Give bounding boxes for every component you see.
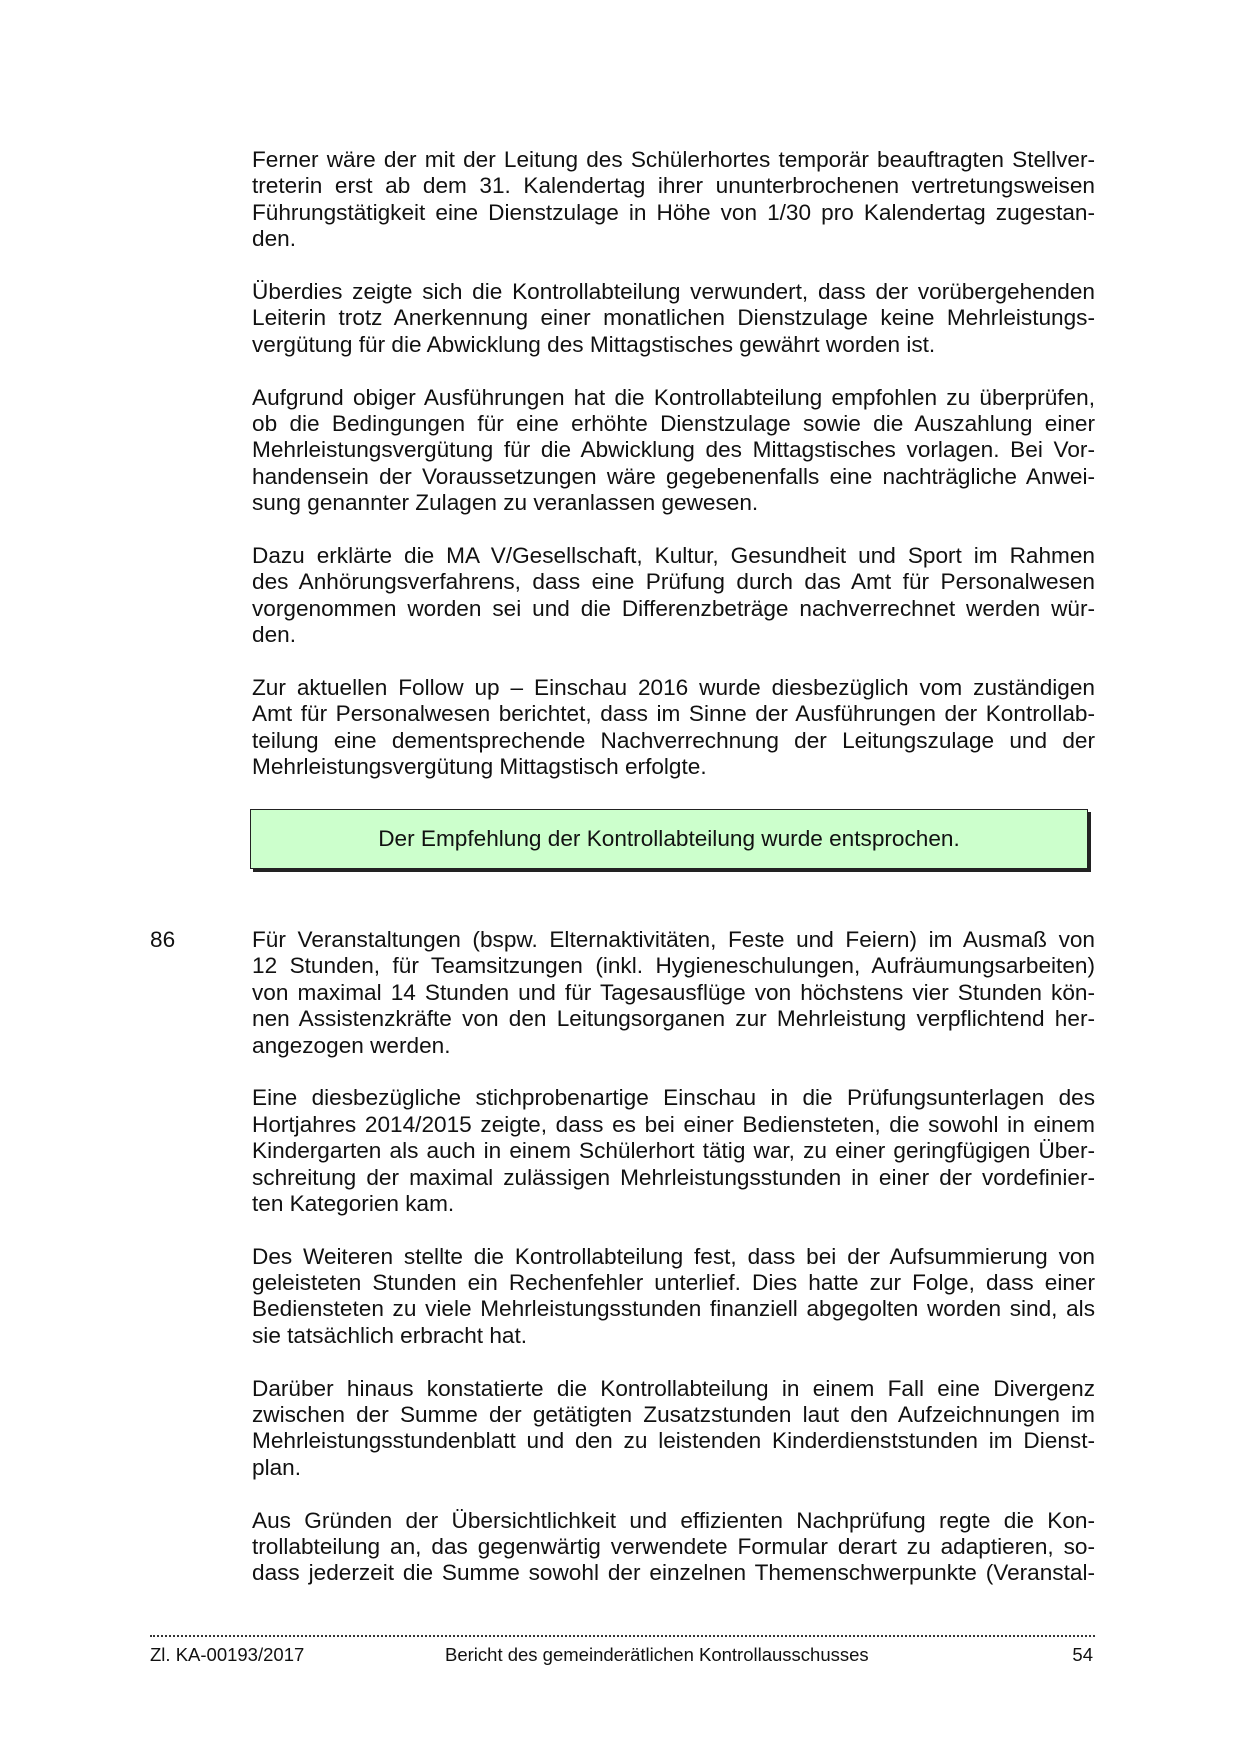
paragraph-line: 12 Stunden, für Teamsitzungen (inkl. Hygieneschulungen, Aufräumungsarbeiten) bbox=[252, 953, 1095, 979]
section-number: 86 bbox=[150, 927, 176, 952]
paragraph-line: geleisteten Stunden ein Rechenfehler unterlief. Dies hatte zur Folge, dass einer bbox=[252, 1270, 1095, 1296]
paragraph-line: Hortjahres 2014/2015 zeigte, dass es bei einer Bediensteten, die sowohl in einem bbox=[252, 1111, 1095, 1137]
paragraph bbox=[252, 279, 1095, 358]
recommendation-status-text: Der Empfehlung der Kontrollabteilung wurde entsprochen. bbox=[378, 825, 960, 851]
paragraph-line: sie tatsächlich erbracht hat. bbox=[252, 1322, 528, 1348]
paragraph-line: teilung eine dementsprechende Nachverrechnung der Leitungszulage und der bbox=[252, 727, 1095, 753]
paragraph-line: Amt für Personalwesen berichtet, dass im Sinne der Ausführungen der Kontrollab- bbox=[252, 701, 1095, 727]
text-section-continuation bbox=[252, 147, 1095, 807]
paragraph-line: ten Kategorien kam. bbox=[252, 1190, 455, 1216]
paragraph-line: ob die Bedingungen für eine erhöhte Dienstzulage sowie die Auszahlung einer bbox=[252, 410, 1095, 436]
paragraph-line: Aufgrund obiger Ausführungen hat die Kontrollabteilung empfohlen zu überprüfen, bbox=[252, 384, 1095, 410]
paragraph-line: trollabteilung an, das gegenwärtig verwendete Formular derart zu adaptieren, so- bbox=[252, 1533, 1095, 1559]
paragraph-line: Führungstätigkeit eine Dienstzulage in Höhe von 1/30 pro Kalendertag zugestan- bbox=[252, 199, 1095, 225]
paragraph-line: Kindergarten als auch in einem Schülerhort tätig war, zu einer geringfügigen Über- bbox=[252, 1138, 1095, 1164]
paragraph-line: den. bbox=[252, 226, 296, 252]
paragraph-line: Eine diesbezügliche stichprobenartige Einschau in die Prüfungsunterlagen des bbox=[252, 1085, 1095, 1111]
paragraph-line: Aus Gründen der Übersichtlichkeit und effizienten Nachprüfung regte die Kon- bbox=[252, 1507, 1095, 1533]
footer-reference-number: Zl. KA-00193/2017 bbox=[150, 1644, 305, 1665]
footer-page-number: 54 bbox=[1072, 1644, 1093, 1665]
paragraph-line: Überdies zeigte sich die Kontrollabteilung verwundert, dass der vorübergehenden bbox=[252, 278, 1095, 304]
paragraph-line: Dazu erklärte die MA V/Gesellschaft, Kultur, Gesundheit und Sport im Rahmen bbox=[252, 542, 1095, 568]
paragraph-line: treterin erst ab dem 31. Kalendertag ihrer ununterbrochenen vertretungsweisen bbox=[252, 173, 1095, 199]
paragraph-line: Bediensteten zu viele Mehrleistungsstunden finanziell abgegolten worden sind, als bbox=[252, 1296, 1095, 1322]
paragraph bbox=[252, 675, 1095, 781]
paragraph-line: Zur aktuellen Follow up – Einschau 2016 wurde diesbezüglich vom zuständigen bbox=[252, 674, 1095, 700]
footer-report-title: Bericht des gemeinderätlichen Kontrollausschusses bbox=[445, 1644, 869, 1665]
paragraph bbox=[252, 385, 1095, 517]
paragraph-line: Mehrleistungsvergütung für die Abwicklung des Mittagstisches vorlagen. Bei Vor- bbox=[252, 437, 1095, 463]
paragraph-line: nen Assistenzkräfte von den Leitungsorganen zur Mehrleistung verpflichtend her- bbox=[252, 1006, 1095, 1032]
paragraph-line: handensein der Voraussetzungen wäre gegebenenfalls eine nachträgliche Anwei- bbox=[252, 463, 1095, 489]
paragraph-line: Ferner wäre der mit der Leitung des Schülerhortes temporär beauftragten Stellver- bbox=[252, 147, 1095, 172]
paragraph-line: Leiterin trotz Anerkennung einer monatlichen Dienstzulage keine Mehrleistungs- bbox=[252, 305, 1095, 331]
paragraph bbox=[252, 147, 1095, 253]
paragraph-line: zwischen der Summe der getätigten Zusatzstunden laut den Aufzeichnungen im bbox=[252, 1402, 1095, 1428]
recommendation-status-box bbox=[250, 809, 1088, 869]
paragraph-line: Mehrleistungsvergütung Mittagstisch erfolgte. bbox=[252, 753, 707, 779]
paragraph-line: plan. bbox=[252, 1454, 301, 1480]
paragraph-line: schreitung der maximal zulässigen Mehrleistungsstunden in einer der vordefinier- bbox=[252, 1164, 1095, 1190]
paragraph-line: Für Veranstaltungen (bspw. Elternaktivitäten, Feste und Feiern) im Ausmaß von bbox=[252, 927, 1095, 952]
paragraph-line: vergütung für die Abwicklung des Mittagstisches gewährt worden ist. bbox=[252, 331, 936, 357]
paragraph-line: von maximal 14 Stunden und für Tagesausflüge von höchstens vier Stunden kön- bbox=[252, 979, 1095, 1005]
paragraph-line: dass jederzeit die Summe sowohl der einzelnen Themenschwerpunkte (Veranstal- bbox=[252, 1560, 1095, 1586]
text-section-86 bbox=[252, 927, 1095, 1613]
footer-dotted-rule bbox=[150, 1635, 1095, 1637]
paragraph bbox=[252, 1376, 1095, 1482]
paragraph-line: sung genannter Zulagen zu veranlassen gewesen. bbox=[252, 490, 759, 516]
paragraph bbox=[252, 1508, 1095, 1587]
paragraph-line: den. bbox=[252, 622, 296, 648]
paragraph-line: des Anhörungsverfahrens, dass eine Prüfung durch das Amt für Personalwesen bbox=[252, 569, 1095, 595]
paragraph bbox=[252, 1085, 1095, 1217]
paragraph bbox=[252, 543, 1095, 649]
paragraph-line: Darüber hinaus konstatierte die Kontrollabteilung in einem Fall eine Divergenz bbox=[252, 1375, 1095, 1401]
paragraph-line: Mehrleistungsstundenblatt und den zu leistenden Kinderdienststunden im Dienst- bbox=[252, 1428, 1095, 1454]
paragraph bbox=[252, 927, 1095, 1059]
paragraph-line: vorgenommen worden sei und die Differenzbeträge nachverrechnet werden wür- bbox=[252, 595, 1095, 621]
paragraph bbox=[252, 1244, 1095, 1350]
paragraph-line: Des Weiteren stellte die Kontrollabteilung fest, dass bei der Aufsummierung von bbox=[252, 1243, 1095, 1269]
paragraph-line: angezogen werden. bbox=[252, 1032, 451, 1058]
